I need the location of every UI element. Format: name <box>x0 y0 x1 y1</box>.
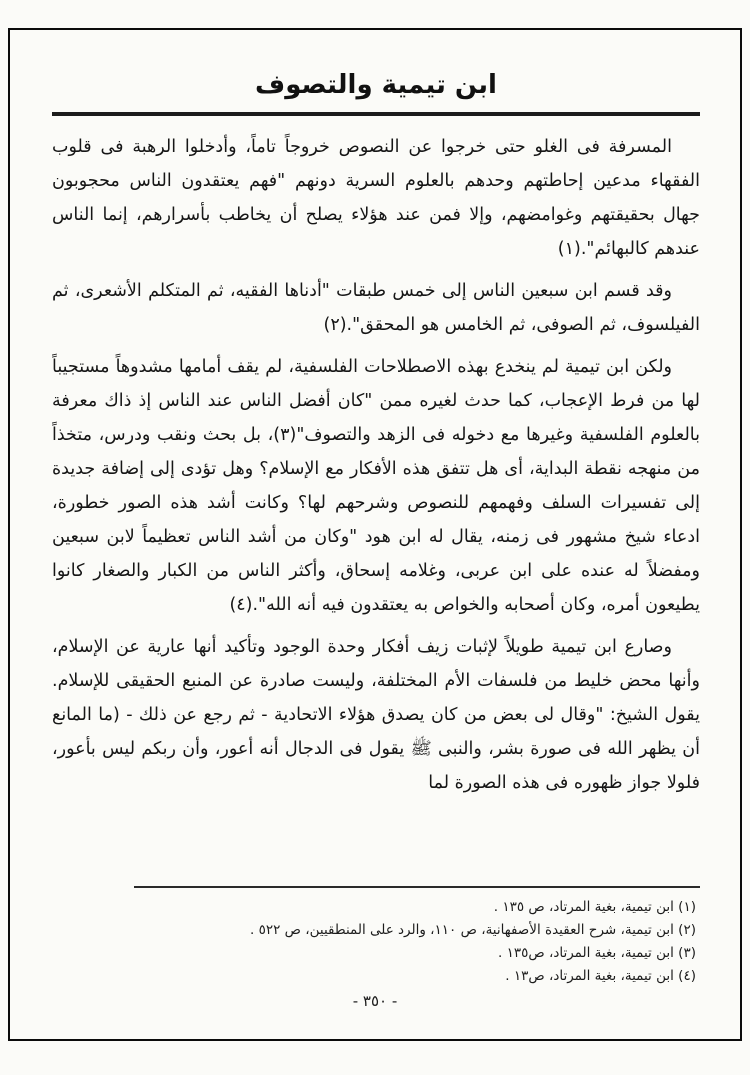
footnote-2: (٢) ابن تيمية، شرح العقيدة الأصفهانية، ص ١١٠، والرد على المنطقيين، ص ٥٢٢ . <box>250 922 696 938</box>
paragraph-2: وقد قسم ابن سبعين الناس إلى خمس طبقات "أدناها الفقيه، ثم المتكلم الأشعرى، ثم الفيلسوف، ثم الصوفى، ثم الخامس هو المحقق".(٢) <box>52 281 700 335</box>
footnote-1: (١) ابن تيمية، بغية المرتاد، ص ١٣٥ . <box>493 899 696 915</box>
paragraph-1: المسرفة فى الغلو حتى خرجوا عن النصوص خروجاً تاماً، وأدخلوا الرهبة فى قلوب الفقهاء مدعين إحاطتهم وحدهم بالعلوم السرية دونهم "فهم يعتقدون الناس محجوبون جهال بحقيقتهم وغوامضهم، وإلا فمن عند هؤلاء يصلح أن يخاطب بأسرارهم، إنما الناس عندهم كالبهائم".(١) <box>52 137 700 259</box>
page-content <box>52 58 700 1048</box>
paragraph-3: ولكن ابن تيمية لم ينخدع بهذه الاصطلاحات الفلسفية، لم يقف أمامها مشدوهاً مستجيباً لها من فرط الإعجاب، كما حدث لغيره ممن "كان أفضل الناس عند الناس إذ ذاك معرفة بالعلوم الفلسفية وغيرها مع دخوله فى الزهد والتصوف"(٣)، بل بحث ونقب ودرس، متخذاً من منهجه نقطة البداية، أى هل تتفق هذه الأفكار مع الإسلام؟ وهل تؤدى إلى إضافة جديدة إلى تفسيرات السلف وفهمهم للنصوص وشرحهم لها؟ وكانت أشد هذه الصور خطورة، ادعاء شيخ مشهور فى زمنه، يقال له ابن هود "وكان من أشد الناس تعظيماً لابن سبعين ومفضلاً له عنده على ابن عربى، وغلامه إسحاق، وأكثر الناس من الكبار والصغار كانوا يطيعون أمره، وكان أصحابه والخواص به يعتقدون فيه أنه الله".(٤) <box>52 357 700 615</box>
footnotes-block <box>52 896 696 988</box>
paragraph-4: وصارع ابن تيمية طويلاً لإثبات زيف أفكار وحدة الوجود وتأكيد أنها عارية عن الإسلام، وأنها محض خليط من فلسفات الأم المختلفة، وليست صادرة عن المنبع الحقيقى للإسلام. يقول الشيخ: "وقال لى بعض من كان يصدق هؤلاء الاتحادية - ثم رجع عن ذلك - (ما المانع أن يظهر الله فى صورة بشر، والنبى ﷺ يقول فى الدجال أنه أعور، وأن ربكم ليس بأعور، فلولا جواز ظهوره فى هذه الصورة لما <box>52 637 700 793</box>
body-text <box>52 130 700 882</box>
footnote-separator <box>134 886 700 888</box>
footnote-4: (٤) ابن تيمية، بغية المرتاد، ص١٣ . <box>505 968 696 984</box>
footnote-3: (٣) ابن تيمية، بغية المرتاد، ص١٣٥ . <box>498 945 696 961</box>
header-rule <box>52 112 700 116</box>
book-title: ابن تيمية والتصوف <box>255 70 497 100</box>
page-number: - ٣٥٠ - <box>352 992 398 1010</box>
